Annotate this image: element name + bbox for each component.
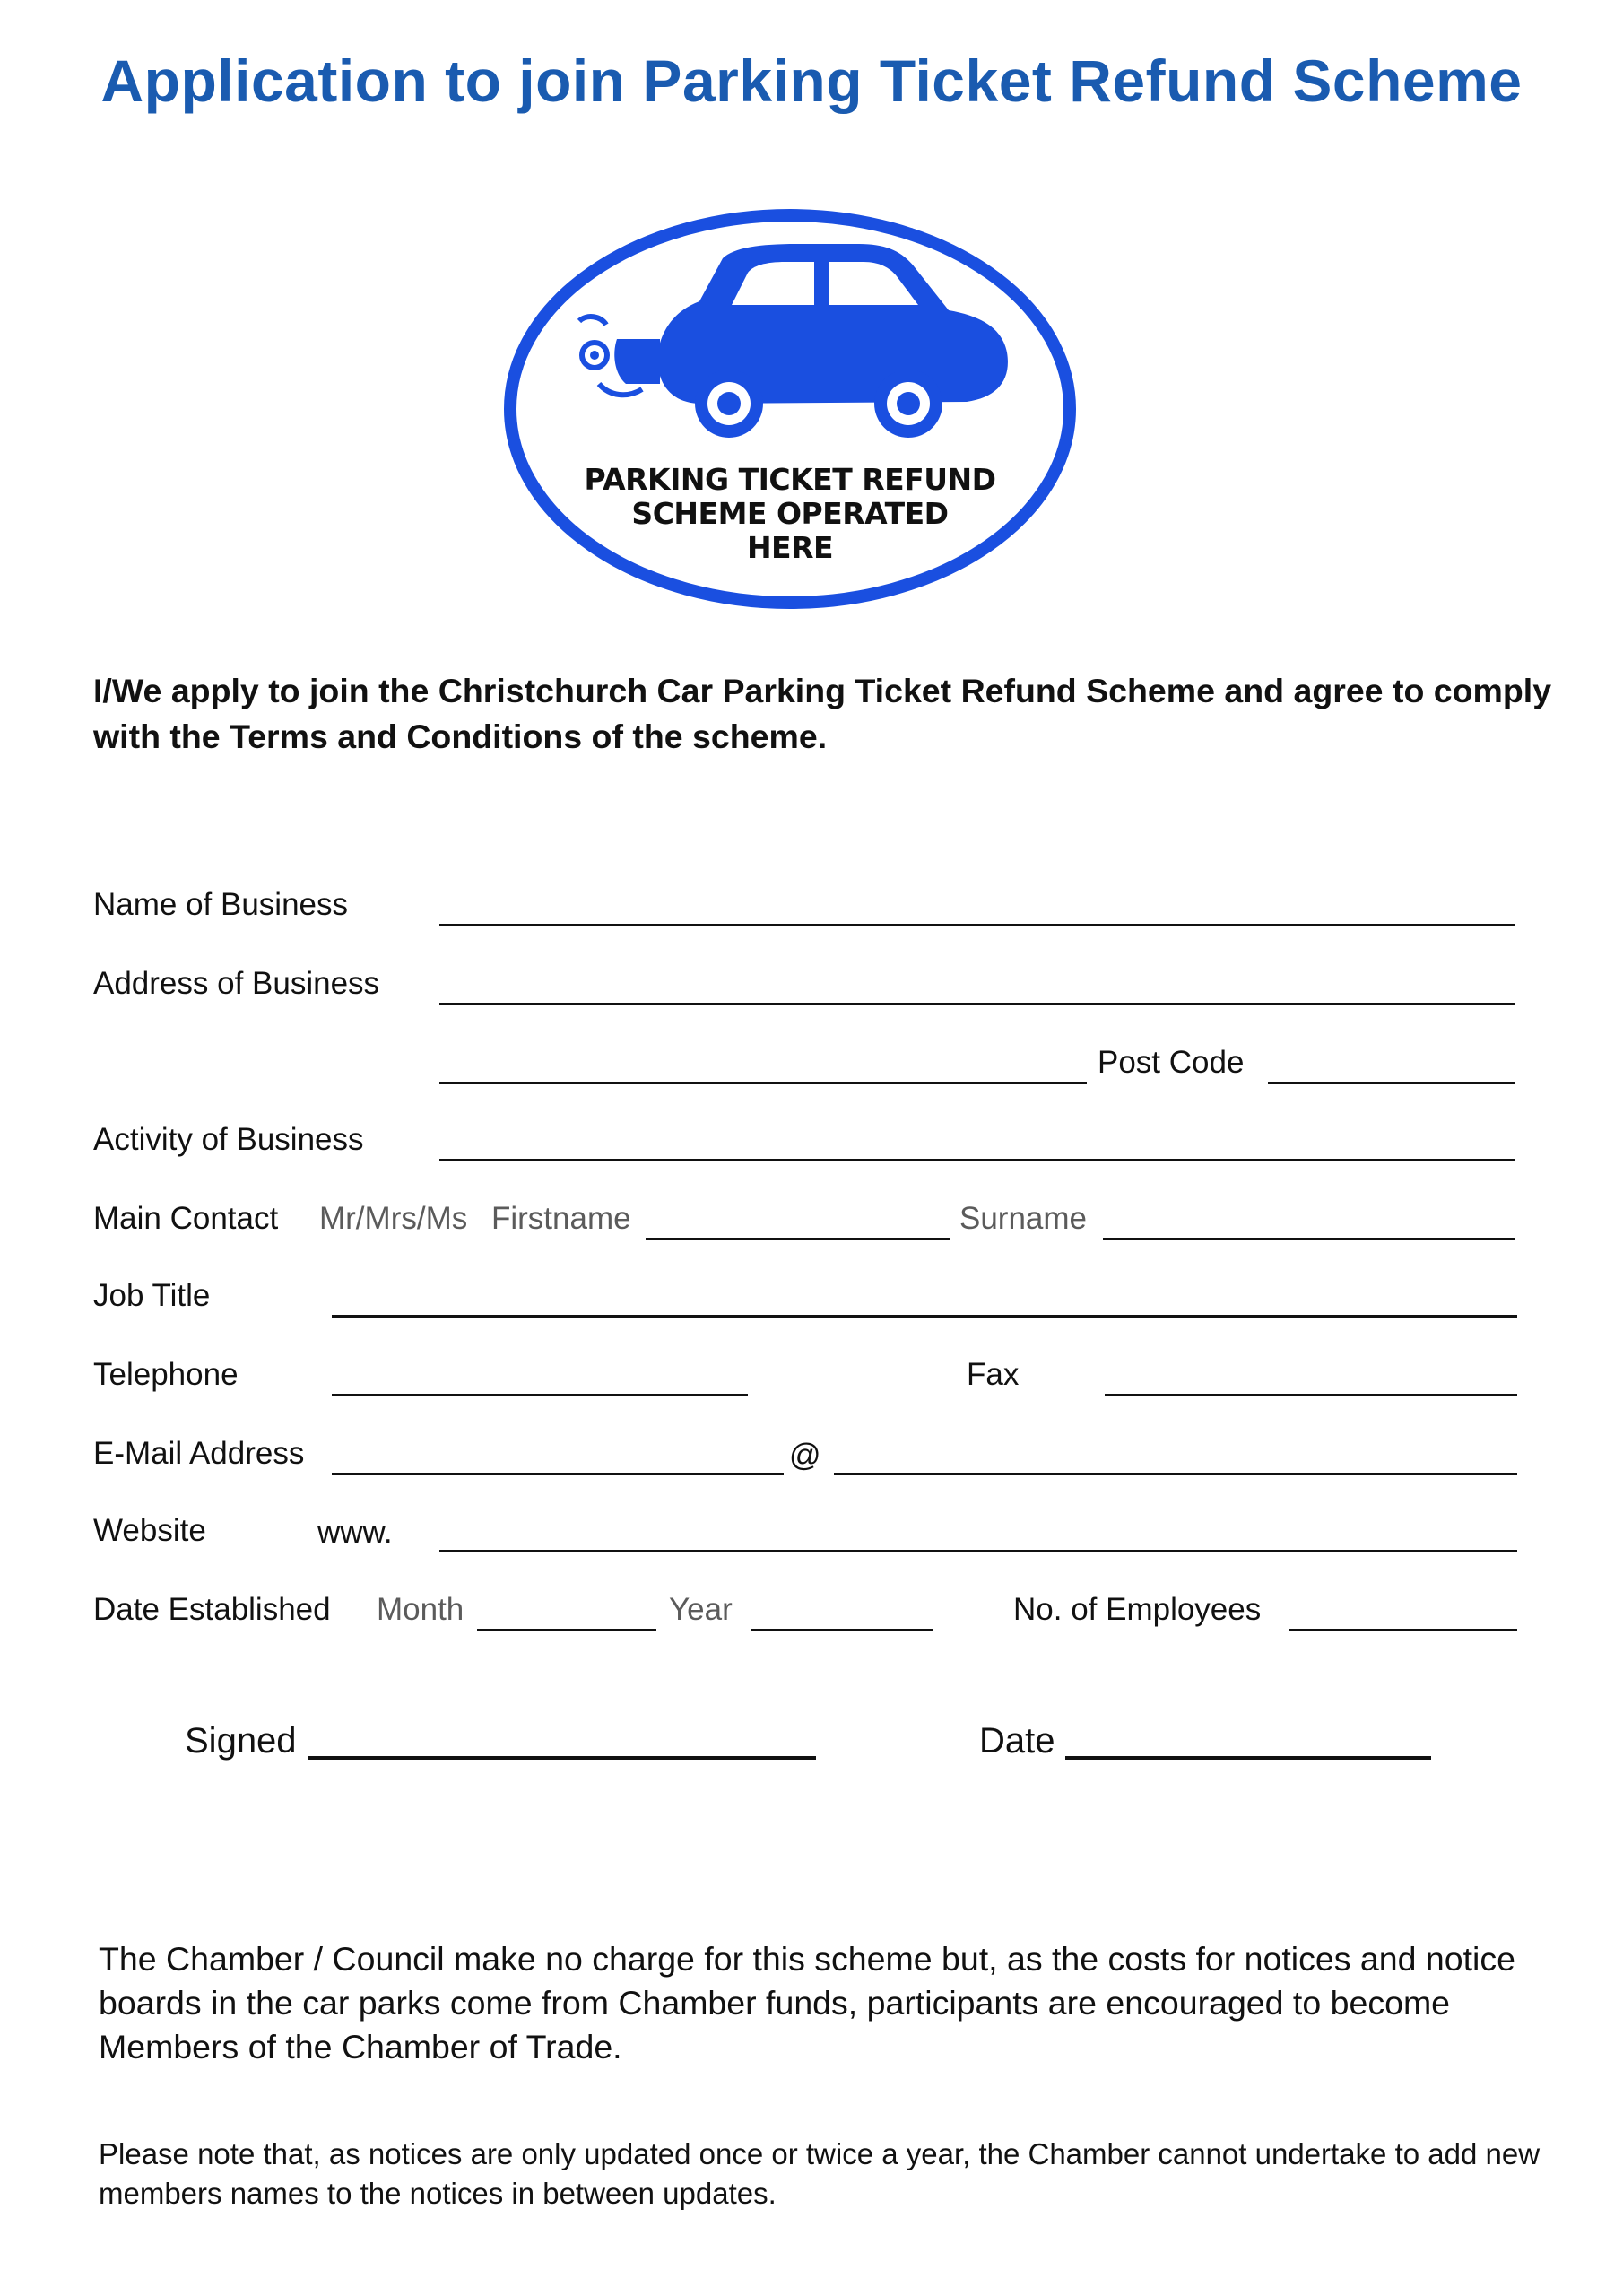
signature-field[interactable] [308,1756,816,1760]
signed-label: Signed [185,1721,297,1761]
no-of-employees-field[interactable] [1289,1629,1517,1631]
address-line-1-field[interactable] [439,1003,1515,1005]
year-field[interactable] [751,1629,933,1631]
title-options-label: Mr/Mrs/Ms [319,1201,468,1236]
month-label: Month [377,1592,464,1627]
fax-field[interactable] [1105,1394,1517,1396]
firstname-field[interactable] [646,1238,950,1240]
email-address-label: E-Mail Address [93,1436,305,1471]
firstname-label: Firstname [491,1201,631,1236]
intro-statement: I/We apply to join the Christchurch Car Parking Ticket Refund Scheme and agree to comply with the Terms and Conditions of the scheme. [93,672,1552,755]
surname-field[interactable] [1103,1238,1515,1240]
name-of-business-field[interactable] [439,924,1515,926]
telephone-label: Telephone [93,1357,239,1392]
main-contact-label: Main Contact [93,1201,279,1236]
parking-refund-logo [500,204,1080,613]
post-code-field[interactable] [1268,1082,1515,1084]
job-title-field[interactable] [332,1315,1517,1318]
activity-of-business-label: Activity of Business [93,1122,364,1157]
logo-text-line3: HERE [746,530,834,565]
www-prefix: www. [317,1515,393,1550]
logo-text-line2: SCHEME OPERATED [631,496,949,531]
job-title-label: Job Title [93,1278,211,1313]
address-line-2-field[interactable] [439,1082,1087,1084]
at-symbol: @ [789,1438,821,1473]
name-of-business-label: Name of Business [93,887,349,922]
update-notice: Please note that, as notices are only updated once or twice a year, the Chamber cannot undertake to add new members names to the notices in between updates. [99,2137,1541,2210]
activity-of-business-field[interactable] [439,1159,1515,1161]
post-code-label: Post Code [1098,1045,1245,1080]
address-of-business-label: Address of Business [93,966,380,1001]
no-of-employees-label: No. of Employees [1013,1592,1262,1627]
website-field[interactable] [439,1550,1517,1552]
date-label: Date [979,1721,1055,1761]
year-label: Year [669,1592,733,1627]
surname-label: Surname [959,1201,1088,1236]
telephone-field[interactable] [332,1394,748,1396]
email-user-field[interactable] [332,1473,784,1475]
date-established-label: Date Established [93,1592,331,1627]
website-label: Website [93,1513,206,1548]
date-field[interactable] [1065,1756,1431,1760]
fax-label: Fax [967,1357,1020,1392]
logo-text-line1: PARKING TICKET REFUND [584,462,996,497]
page-title: Application to join Parking Ticket Refund Scheme [100,48,1523,114]
month-field[interactable] [477,1629,656,1631]
email-domain-field[interactable] [834,1473,1517,1475]
chamber-notice: The Chamber / Council make no charge for this scheme but, as the costs for notices and notice boards in the car parks come from Chamber funds, participants are encouraged to become Members of the Chamber of Trade. [99,1940,1515,2066]
